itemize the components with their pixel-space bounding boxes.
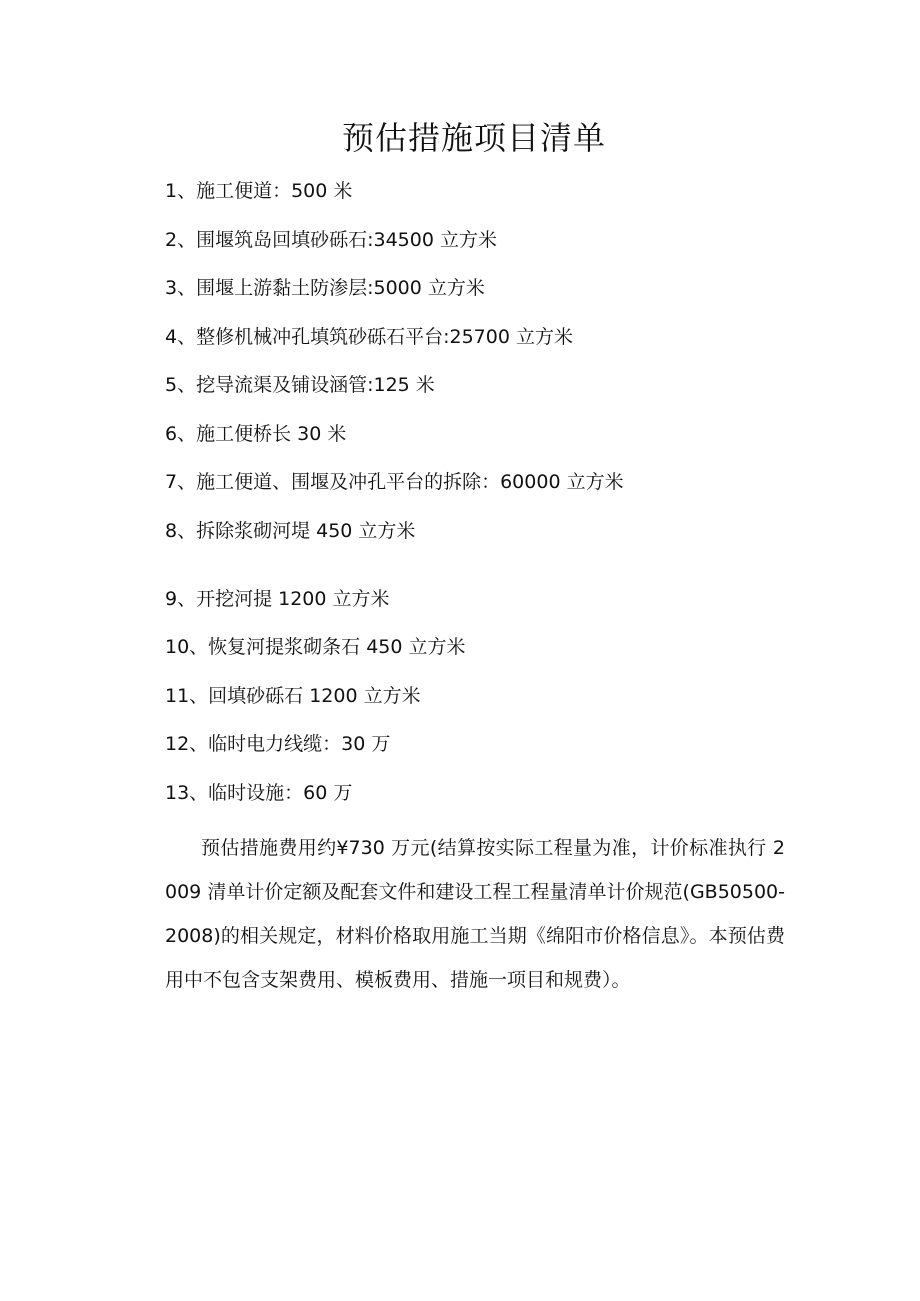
list-item: 2、围堰筑岛回填砂砾石:34500 立方米 [165,228,497,251]
list-item: 3、围堰上游黏土防渗层:5000 立方米 [165,277,485,299]
document-title: 预估措施项目清单 [341,119,606,157]
measure-item-list [165,174,805,824]
cost-estimate-paragraph: 预估措施费用约¥730 万元(结算按实际工程量为准，计价标准执行 2009 清单计价定额及配套文件和建设工程工程量清单计价规范(GB50500-2008)的相关规定，材料价格取用施工当期《绵阳市价格信息》。本预估费用中不包含支架费用、模板费用、措施一项目和规费）。 [165,837,785,991]
list-item: 8、拆除浆砌河堤 450 立方米 [165,519,416,542]
list-item: 11、回填砂砾石 1200 立方米 [165,684,421,707]
list-item: 4、整修机械冲孔填筑砂砾石平台:25700 立方米 [165,325,573,348]
list-item: 5、挖导流渠及铺设涵管:125 米 [165,374,435,396]
list-item: 6、施工便桥长 30 米 [165,422,347,445]
list-item: 12、临时电力线缆：30 万 [165,733,391,755]
list-item: 13、临时设施：60 万 [165,781,353,804]
list-item: 10、恢复河提浆砌条石 450 立方米 [165,636,466,658]
list-item: 1、施工便道：500 米 [165,180,353,202]
list-item: 9、开挖河提 1200 立方米 [165,587,390,610]
list-item: 7、施工便道、围堰及冲孔平台的拆除：60000 立方米 [165,471,624,493]
